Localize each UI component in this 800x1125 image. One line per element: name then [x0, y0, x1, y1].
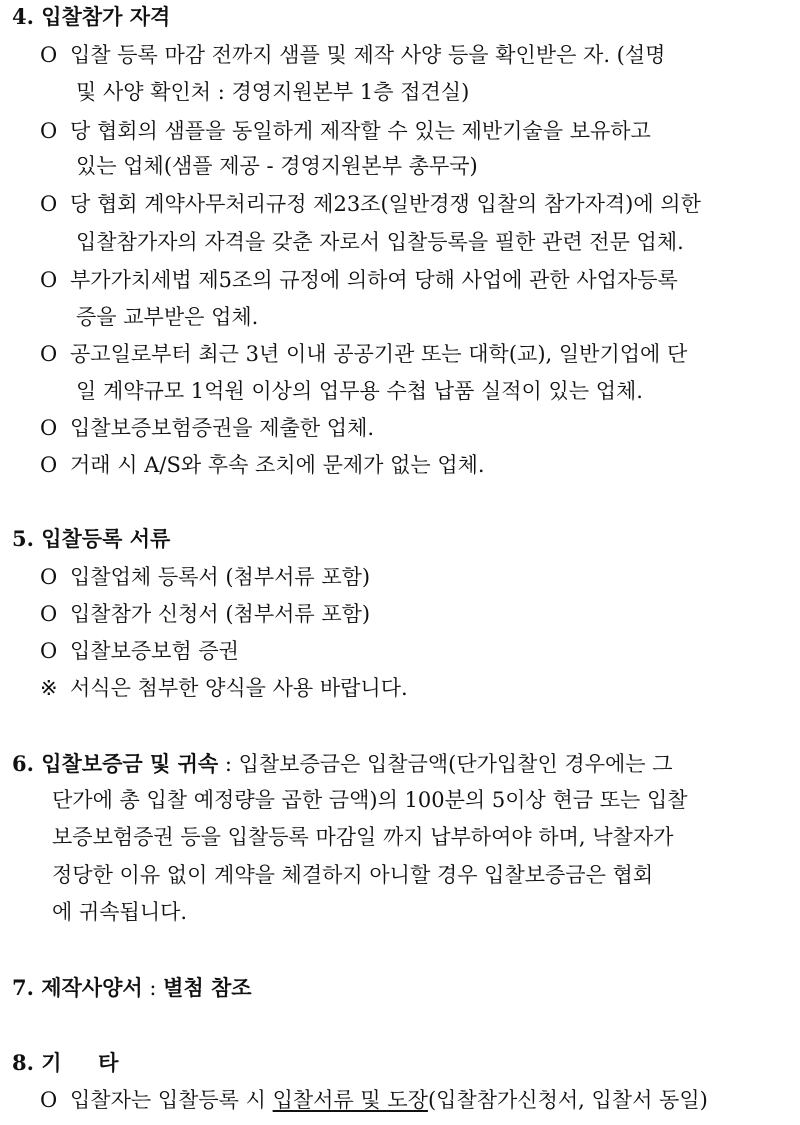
s4-item-5-line-1: 공고일로부터 최근 3년 이내 공공기관 또는 대학(교), 일반기업에 단	[70, 342, 688, 366]
s4-item-6-line-1: 입찰보증보험증권을 제출한 업체.	[70, 416, 375, 440]
s6-line-2: 단가에 총 입찰 예정량을 곱한 금액)의 100분의 5이상 현금 또는 입찰	[52, 788, 688, 812]
s7-line	[12, 973, 252, 1003]
s4-item-1-line-2: 및 사양 확인처 : 경영지원본부 1층 접견실)	[76, 80, 470, 104]
s4-item-5	[40, 339, 687, 369]
s8-item-pre: 입찰자는 입찰등록 시	[70, 1088, 273, 1112]
s5-note-text: 서식은 첨부한 양식을 사용 바랍니다.	[70, 676, 408, 700]
bullet-mark: O	[40, 639, 58, 663]
s4-item-4-line-2: 증을 교부받은 업체.	[76, 305, 259, 329]
s8-item-post: (입찰참가신청서, 입찰서 동일)	[427, 1088, 708, 1112]
s4-item-3-line-1: 당 협회 계약사무처리규정 제23조(일반경쟁 입찰의 참가자격)에 의한	[70, 192, 701, 216]
bullet-mark: O	[40, 602, 58, 626]
s7-text: 별첨 참조	[163, 975, 252, 1000]
s4-item-1	[40, 40, 790, 70]
s4-item-7	[40, 450, 485, 480]
s4-item-3	[40, 189, 701, 219]
s4-item-1-line-1: 입찰 등록 마감 전까지 샘플 및 제작 사양 등을 확인받은 자. (설명	[70, 43, 666, 67]
bullet-mark: O	[40, 565, 58, 589]
s6-separator: :	[218, 752, 239, 776]
section-8-title: 8. 기 타	[12, 1050, 119, 1075]
bullet-mark: O	[40, 119, 58, 143]
s6-line-3: 보증보험증권 등을 입찰등록 마감일 까지 납부하여야 하며, 낙찰자가	[52, 825, 674, 849]
s5-item-3	[40, 636, 239, 666]
bullet-mark: O	[40, 192, 58, 216]
s4-item-4	[40, 265, 678, 295]
s6-text-1: 입찰보증금은 입찰금액(단가입찰인 경우에는 그	[238, 752, 673, 776]
bullet-mark: O	[40, 416, 58, 440]
bullet-mark: O	[40, 43, 58, 67]
s4-item-5-line-2: 일 계약규모 1억원 이상의 업무용 수첩 납품 실적이 있는 업체.	[76, 379, 643, 403]
s8-item-underlined: 입찰서류 및 도장	[272, 1088, 428, 1112]
s4-item-2	[40, 116, 651, 146]
section-4-title: 4. 입찰참가 자격	[12, 4, 171, 29]
s6-line-5: 에 귀속됩니다.	[52, 900, 188, 924]
s4-item-4-line-1: 부가가치세법 제5조의 규정에 의하여 당해 사업에 관한 사업자등록	[70, 268, 678, 292]
s8-item-1	[40, 1085, 708, 1115]
s4-item-2-line-2: 있는 업체(샘플 제공 - 경영지원본부 총무국)	[76, 154, 478, 178]
s5-note	[40, 673, 408, 703]
reference-mark: ※	[40, 676, 58, 700]
s6-line-4: 정당한 이유 없이 계약을 체결하지 아니할 경우 입찰보증금은 협회	[52, 863, 654, 887]
s6-line-1	[12, 749, 673, 779]
s5-item-2	[40, 599, 370, 629]
bullet-mark: O	[40, 453, 58, 477]
section-5-title: 5. 입찰등록 서류	[12, 526, 171, 551]
s4-item-2-line-1: 당 협회의 샘플을 동일하게 제작할 수 있는 제반기술을 보유하고	[70, 119, 651, 143]
s4-item-7-line-1: 거래 시 A/S와 후속 조치에 문제가 없는 업체.	[70, 453, 485, 477]
bullet-mark: O	[40, 1088, 58, 1112]
section-7-title: 7. 제작사양서	[12, 975, 143, 1000]
section-6-title: 6. 입찰보증금 및 귀속	[12, 751, 219, 776]
s5-item-1-text: 입찰업체 등록서 (첨부서류 포함)	[70, 565, 371, 589]
s4-item-3-line-2: 입찰참가자의 자격을 갖춘 자로서 입찰등록을 필한 관련 전문 업체.	[76, 230, 684, 254]
bullet-mark: O	[40, 342, 58, 366]
s5-item-1	[40, 562, 370, 592]
s5-item-3-text: 입찰보증보험 증권	[70, 639, 239, 663]
bullet-mark: O	[40, 268, 58, 292]
s5-item-2-text: 입찰참가 신청서 (첨부서류 포함)	[70, 602, 371, 626]
s7-separator: :	[142, 976, 164, 1000]
s4-item-6	[40, 413, 374, 443]
